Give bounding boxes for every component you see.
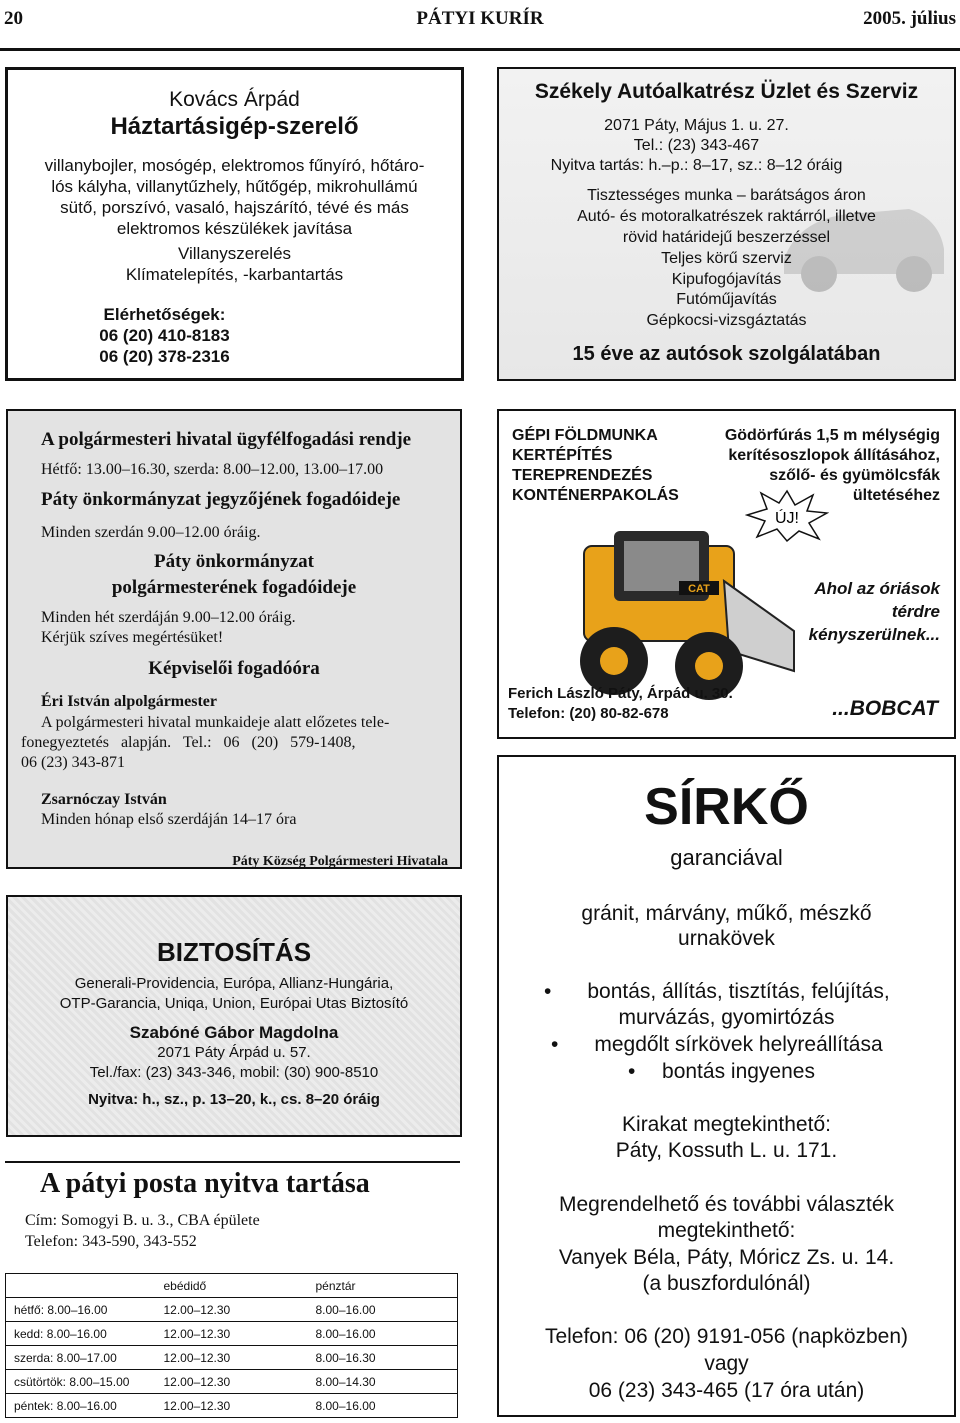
posta-address: Cím: Somogyi B. u. 3., CBA épülete [25, 1212, 260, 1229]
table-cell: szerda: 8.00–17.00 [6, 1346, 156, 1370]
desc-line: lós kályha, villanytűzhely, hűtőgép, mikrohullámú [51, 177, 418, 196]
ad-appliance-repair [5, 67, 464, 381]
newspaper-title: PÁTYI KURÍR [416, 8, 544, 29]
desc-line: villanybojler, mosógép, elektromos fűnyíró, hőtáro- [44, 156, 425, 175]
ad-earthworks [497, 409, 956, 739]
rep1-text: fonegyeztetés alapján. Tel.: 06 (20) 579-1408, [21, 734, 356, 751]
materials-line: urnakövek [678, 927, 775, 950]
agent-hours: Nyitva: h., sz., p. 13–20, k., cs. 8–20 óráig [88, 1091, 380, 1108]
heading-representatives: Képviselői fogadóóra [148, 658, 320, 679]
slogan-line: térdre [891, 602, 940, 621]
service-item: KONTÉNERPAKOLÁS [512, 487, 679, 504]
order-line: Megrendelhető és további választék [558, 1193, 895, 1216]
table-cell: kedd: 8.00–16.00 [6, 1322, 156, 1346]
shop-title: Székely Autóalkatrész Üzlet és Szerviz [534, 80, 919, 103]
heading-office-hours: A polgármesteri hivatal ügyfélfogadási rendje [41, 429, 412, 450]
desc-line: elektromos készülékek javítása [116, 219, 353, 238]
table-row [6, 1394, 458, 1418]
slogan-line: Ahol az óriások [814, 579, 940, 598]
contact-label: Elérhetőségek: [103, 305, 226, 324]
table-cell: hétfő: 8.00–16.00 [6, 1298, 156, 1322]
heading-mayor-2: polgármesterének fogadóideje [111, 577, 357, 598]
table-header [6, 1274, 458, 1298]
desc-line: Villanyszerelés [177, 244, 292, 263]
repairman-name: Kovács Árpád [169, 88, 300, 111]
service-bullet: bontás ingyenes [662, 1060, 815, 1083]
ad-gravestones [497, 755, 956, 1417]
service-bullet: murvázás, gyomirtózás [618, 1006, 835, 1029]
column-header: pénztár [308, 1274, 458, 1298]
drilling-line: kerítésoszlopok állításához, [728, 447, 940, 464]
service-item: KERTÉPÍTÉS [512, 447, 613, 464]
rep1-text: 06 (23) 343-871 [21, 754, 125, 771]
heading-notary: Páty önkormányzat jegyzőjének fogadóideje [41, 489, 401, 510]
table-cell: 12.00–12.30 [156, 1394, 308, 1418]
slogan-line: kényszerülnek... [808, 625, 940, 644]
service-bullet: bontás, állítás, tisztítás, felújítás, [587, 980, 890, 1003]
table-cell: 12.00–12.30 [156, 1298, 308, 1322]
machine-label: CAT [688, 583, 710, 595]
order-line: megtekinthető: [657, 1219, 796, 1242]
column-header [6, 1274, 156, 1298]
issue-date: 2005. július [863, 8, 956, 29]
header-rule [0, 48, 960, 51]
heading-mayor-1: Páty önkormányzat [154, 551, 314, 572]
table-cell: 8.00–16.00 [308, 1298, 458, 1322]
table-cell: péntek: 8.00–16.00 [6, 1394, 156, 1418]
drilling-line: szőlő- és gyümölcsfák [769, 467, 940, 484]
order-line: (a buszfordulónál) [642, 1272, 811, 1295]
shop-line: Kipufogójavítás [671, 271, 782, 288]
phone-line: vagy [704, 1352, 749, 1375]
new-badge: ÚJ! [775, 510, 799, 527]
table-cell: 8.00–14.30 [308, 1370, 458, 1394]
phone-line: 06 (23) 343-465 (17 óra után) [588, 1379, 865, 1402]
phone-1: 06 (20) 410-8183 [99, 326, 230, 345]
bullet-icon: • [544, 980, 552, 1003]
rep1-text: A polgármesteri hivatal munkaideje alatt előzetes tele- [41, 714, 390, 731]
shop-address: 2071 Páty, Május 1. u. 27. [604, 117, 789, 134]
table-cell: 8.00–16.30 [308, 1346, 458, 1370]
phone-2: 06 (20) 378-2316 [99, 347, 230, 366]
rep1-name: Éri István alpolgármester [41, 693, 217, 710]
showroom-label: Kirakat megtekinthető: [622, 1113, 831, 1136]
office-hours-text: Hétfő: 13.00–16.30, szerda: 8.00–12.00, 13.00–17.00 [41, 461, 384, 478]
shop-line: Gépkocsi-vizsgáztatás [646, 312, 807, 329]
skid-steer-loader-image [539, 521, 799, 711]
gravestone-title: SÍRKŐ [644, 778, 809, 836]
shop-hours: Nyitva tartás: h.–p.: 8–17, sz.: 8–12 óráig [550, 157, 843, 174]
service-item: TEREPRENDEZÉS [512, 467, 653, 484]
shop-line: Tisztességes munka – barátságos áron [587, 187, 866, 204]
shop-tel: Tel.: (23) 343-467 [633, 137, 760, 154]
mayor-hours: Minden hét szerdáján 9.00–12.00 óráig. [41, 609, 296, 626]
bullet-icon: • [551, 1033, 559, 1056]
shop-slogan: 15 éve az autósok szolgálatában [572, 343, 881, 365]
table-cell: 8.00–16.00 [308, 1322, 458, 1346]
shop-line: Futóműjavítás [676, 291, 777, 308]
ad-insurance [6, 895, 462, 1137]
posta-phone: Telefon: 343-590, 343-552 [25, 1233, 197, 1250]
brand-name: ...BOBCAT [832, 697, 938, 720]
agent-phone: Tel./fax: (23) 343-346, mobil: (30) 900-8510 [89, 1064, 379, 1081]
drilling-line: ültetéséhez [852, 487, 940, 504]
insurers-line: OTP-Garancia, Uniqa, Union, Európai Utas Biztosító [59, 995, 409, 1012]
ad-title: Háztartásigép-szerelő [110, 113, 359, 140]
agent-name: Szabóné Gábor Magdolna [129, 1023, 339, 1042]
order-line: Vanyek Béla, Páty, Móricz Zs. u. 14. [558, 1246, 895, 1269]
office-signature: Páty Község Polgármesteri Hivatala [232, 854, 448, 869]
rep2-name: Zsarnóczay István [41, 791, 167, 808]
contact-phone: Telefon: (20) 80-82-678 [508, 705, 669, 722]
notary-hours: Minden szerdán 9.00–12.00 óráig. [41, 524, 261, 541]
desc-line: sütő, porszívó, vasaló, hajszárító, tévé és más [60, 198, 409, 217]
posta-title: A pátyi posta nyitva tartása [40, 1168, 370, 1199]
contact-name-address: Ferich László Páty, Árpád u. 30. [508, 685, 733, 702]
column-header: ebédidő [156, 1274, 308, 1298]
insurers-line: Generali-Providencia, Európa, Allianz-Hungária, [74, 975, 394, 992]
bullet-icon: • [628, 1060, 636, 1083]
table-row [6, 1346, 458, 1370]
office-hours-notice [6, 409, 462, 869]
materials-line: gránit, márvány, műkő, mészkő [581, 902, 872, 925]
posta-top-rule [5, 1161, 460, 1163]
table-row [6, 1298, 458, 1322]
table-cell: 12.00–12.30 [156, 1322, 308, 1346]
table-row [6, 1322, 458, 1346]
desc-line: Klímatelepítés, -karbantartás [125, 265, 344, 284]
shop-line: rövid határidejű beszerzéssel [622, 229, 831, 246]
service-bullet: megdőlt sírkövek helyreállítása [594, 1033, 883, 1056]
ad-auto-parts [497, 67, 956, 381]
drilling-line: Gödörfúrás 1,5 m mélységig [724, 427, 940, 444]
page-number: 20 [4, 8, 23, 29]
guarantee-text: garanciával [670, 845, 783, 870]
shop-line: Teljes körű szerviz [661, 250, 792, 267]
table-cell: 12.00–12.30 [156, 1346, 308, 1370]
table-cell: 8.00–16.00 [308, 1394, 458, 1418]
showroom-address: Páty, Kossuth L. u. 171. [615, 1139, 838, 1162]
rep2-text: Minden hónap első szerdáján 14–17 óra [41, 811, 297, 828]
shop-line: Autó- és motoralkatrészek raktárról, illetve [577, 208, 876, 225]
table-cell: 12.00–12.30 [156, 1370, 308, 1394]
insurance-title: BIZTOSÍTÁS [156, 937, 312, 967]
phone-line: Telefon: 06 (20) 9191-056 (napközben) [544, 1325, 909, 1348]
service-item: GÉPI FÖLDMUNKA [512, 427, 658, 444]
posta-hours-table [5, 1273, 458, 1418]
agent-address: 2071 Páty Árpád u. 57. [157, 1044, 311, 1061]
mayor-note: Kérjük szíves megértésüket! [41, 629, 224, 646]
table-cell: csütörtök: 8.00–15.00 [6, 1370, 156, 1394]
table-row [6, 1370, 458, 1394]
